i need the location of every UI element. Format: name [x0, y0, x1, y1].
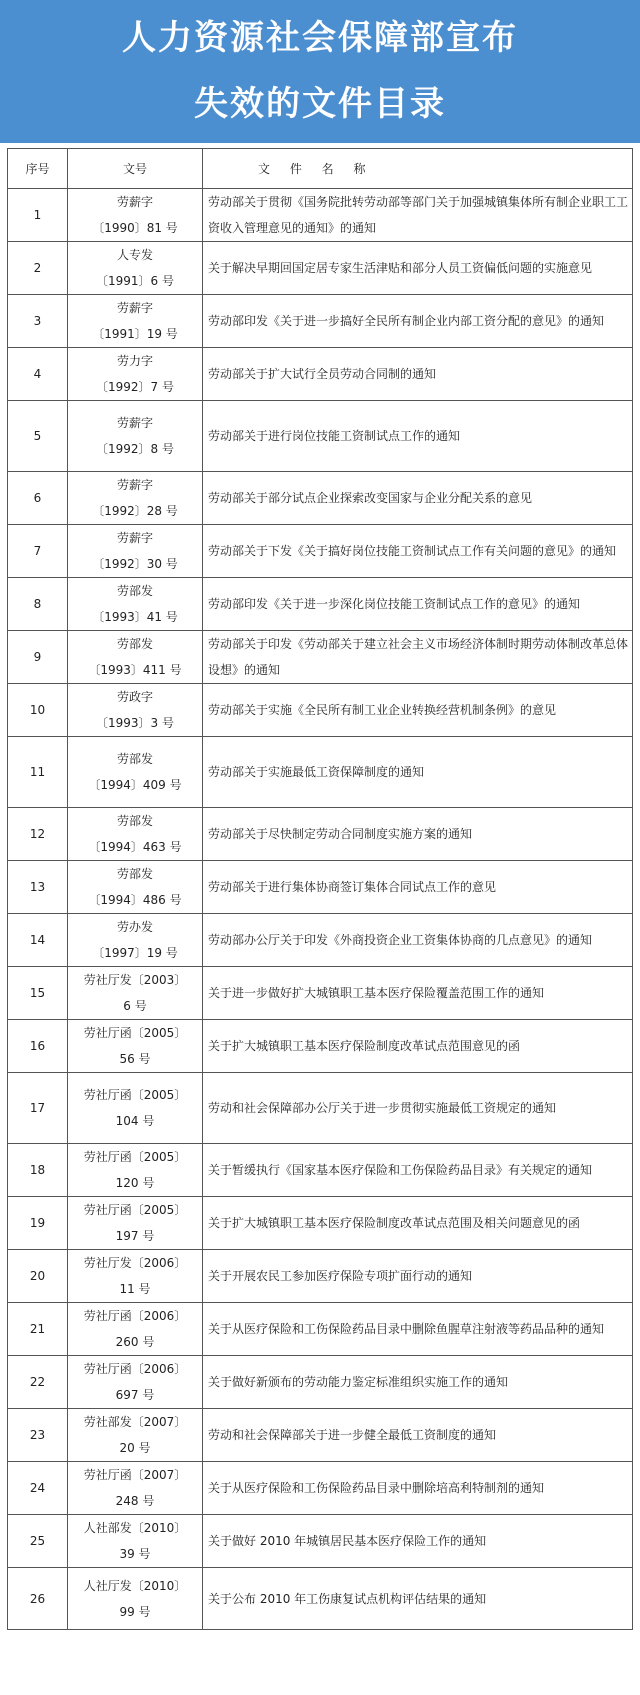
doc-number-line1: 劳薪字: [116, 478, 153, 492]
table-row: [8, 1515, 633, 1568]
document-name: 关于从医疗保险和工伤保险药品目录中删除鱼腥草注射液等药品品种的通知: [203, 1303, 633, 1356]
row-number: 26: [8, 1568, 68, 1630]
document-name: 劳动部关于部分试点企业探索改变国家与企业分配关系的意见: [203, 472, 633, 525]
doc-number-line1: 劳部发: [116, 867, 153, 881]
document-name: 劳动部印发《关于进一步深化岗位技能工资制试点工作的意见》的通知: [203, 578, 633, 631]
table-row: [8, 1568, 633, 1630]
table-row: [8, 1073, 633, 1144]
doc-number-line2: 697 号: [115, 1388, 155, 1402]
table-row: [8, 737, 633, 808]
doc-number-line1: 劳社厅发〔2003〕: [83, 973, 187, 987]
doc-number-line1: 劳薪字: [116, 531, 153, 545]
doc-number-line2: 197 号: [115, 1229, 155, 1243]
doc-number-cell: [68, 1462, 203, 1515]
document-name: 劳动部关于下发《关于搞好岗位技能工资制试点工作有关问题的意见》的通知: [203, 525, 633, 578]
doc-number-line2: 〔1992〕8 号: [96, 442, 174, 456]
doc-number-line2: 〔1991〕19 号: [92, 327, 178, 341]
doc-number-line2: 260 号: [115, 1335, 155, 1349]
table-row: [8, 631, 633, 684]
table-header-row: [8, 149, 633, 189]
document-name: 劳动部关于实施《全民所有制工业企业转换经营机制条例》的意见: [203, 684, 633, 737]
doc-number-cell: [68, 401, 203, 472]
doc-number-line2: 99 号: [119, 1604, 151, 1619]
document-name: 关于扩大城镇职工基本医疗保险制度改革试点范围及相关问题意见的函: [203, 1197, 633, 1250]
row-number: 4: [8, 348, 68, 401]
doc-number-line1: 劳部发: [116, 814, 153, 828]
doc-number-line1: 人社部发〔2010〕: [83, 1521, 187, 1535]
column-header-doc-number: 文号: [68, 149, 203, 189]
row-number: 1: [8, 189, 68, 242]
table-row: [8, 578, 633, 631]
doc-number-cell: [68, 808, 203, 861]
doc-number-line2: 11 号: [119, 1282, 151, 1296]
doc-number-cell: [68, 1409, 203, 1462]
doc-number-line2: 〔1997〕19 号: [92, 946, 178, 960]
document-name: 关于公布 2010 年工伤康复试点机构评估结果的通知: [203, 1568, 633, 1630]
row-number: 9: [8, 631, 68, 684]
row-number: 19: [8, 1197, 68, 1250]
doc-number-line1: 劳社厅函〔2005〕: [83, 1026, 187, 1040]
document-name: 关于从医疗保险和工伤保险药品目录中删除培高利特制剂的通知: [203, 1462, 633, 1515]
table-row: [8, 1250, 633, 1303]
doc-number-line1: 劳部发: [116, 584, 153, 598]
table-row: [8, 1462, 633, 1515]
doc-number-line1: 劳政字: [116, 690, 153, 704]
doc-number-line2: 104 号: [115, 1114, 155, 1128]
table-row: [8, 808, 633, 861]
doc-number-line2: 〔1994〕463 号: [88, 840, 182, 854]
document-name: 关于扩大城镇职工基本医疗保险制度改革试点范围意见的函: [203, 1020, 633, 1073]
table-row: [8, 684, 633, 737]
table-row: [8, 1409, 633, 1462]
doc-number-cell: [68, 861, 203, 914]
doc-number-cell: [68, 1568, 203, 1630]
table-row: [8, 242, 633, 295]
doc-number-line2: 56 号: [119, 1052, 151, 1066]
row-number: 6: [8, 472, 68, 525]
doc-number-line1: 劳社厅发〔2006〕: [83, 1256, 187, 1270]
doc-number-cell: [68, 295, 203, 348]
doc-number-line2: 〔1992〕28 号: [92, 504, 178, 518]
row-number: 16: [8, 1020, 68, 1073]
row-number: 8: [8, 578, 68, 631]
document-name: 劳动部关于进行岗位技能工资制试点工作的通知: [203, 401, 633, 472]
doc-number-cell: [68, 631, 203, 684]
row-number: 5: [8, 401, 68, 472]
row-number: 24: [8, 1462, 68, 1515]
row-number: 18: [8, 1144, 68, 1197]
doc-number-line1: 人专发: [116, 248, 153, 262]
doc-number-cell: [68, 1144, 203, 1197]
table-row: [8, 1197, 633, 1250]
doc-number-line2: 〔1993〕411 号: [88, 663, 182, 677]
document-name: 劳动部关于进行集体协商签订集体合同试点工作的意见: [203, 861, 633, 914]
table-row: [8, 1356, 633, 1409]
doc-number-cell: [68, 1197, 203, 1250]
doc-number-cell: [68, 189, 203, 242]
doc-number-line1: 劳力字: [116, 354, 153, 368]
doc-number-line2: 〔1994〕486 号: [88, 893, 182, 907]
column-header-number: 序号: [8, 149, 68, 189]
row-number: 2: [8, 242, 68, 295]
document-name: 劳动部关于实施最低工资保障制度的通知: [203, 737, 633, 808]
document-name: 关于做好 2010 年城镇居民基本医疗保险工作的通知: [203, 1515, 633, 1568]
row-number: 3: [8, 295, 68, 348]
doc-number-line1: 劳社厅函〔2006〕: [83, 1309, 187, 1323]
doc-number-line2: 〔1991〕6 号: [96, 274, 174, 288]
column-header-document-name: 文 件 名 称: [203, 149, 633, 189]
row-number: 15: [8, 967, 68, 1020]
table-row: [8, 525, 633, 578]
table-row: [8, 914, 633, 967]
doc-number-line2: 〔1992〕30 号: [92, 557, 178, 571]
doc-number-line1: 劳社厅函〔2006〕: [83, 1362, 187, 1376]
table-row: [8, 861, 633, 914]
doc-number-cell: [68, 1020, 203, 1073]
doc-number-line1: 劳社部发〔2007〕: [83, 1415, 187, 1429]
row-number: 12: [8, 808, 68, 861]
document-name: 关于开展农民工参加医疗保险专项扩面行动的通知: [203, 1250, 633, 1303]
document-name: 劳动部关于尽快制定劳动合同制度实施方案的通知: [203, 808, 633, 861]
doc-number-line1: 劳社厅函〔2005〕: [83, 1203, 187, 1217]
doc-number-line2: 〔1990〕81 号: [92, 221, 178, 235]
doc-number-line1: 劳薪字: [116, 416, 153, 430]
row-number: 22: [8, 1356, 68, 1409]
table-row: [8, 295, 633, 348]
table-row: [8, 189, 633, 242]
doc-number-cell: [68, 242, 203, 295]
document-name: 劳动和社会保障部办公厅关于进一步贯彻实施最低工资规定的通知: [203, 1073, 633, 1144]
row-number: 11: [8, 737, 68, 808]
doc-number-line2: 6 号: [123, 999, 147, 1013]
doc-number-line1: 劳部发: [116, 637, 153, 651]
doc-number-line1: 劳部发: [116, 752, 153, 766]
doc-number-line2: 〔1992〕7 号: [96, 380, 174, 394]
document-name: 劳动部关于印发《劳动部关于建立社会主义市场经济体制时期劳动体制改革总体设想》的通知: [203, 631, 633, 684]
row-number: 13: [8, 861, 68, 914]
doc-number-cell: [68, 737, 203, 808]
title-banner: [0, 0, 640, 143]
doc-number-line2: 〔1993〕3 号: [96, 716, 174, 730]
doc-number-cell: [68, 967, 203, 1020]
table-row: [8, 1144, 633, 1197]
table-row: [8, 1303, 633, 1356]
doc-number-cell: [68, 472, 203, 525]
row-number: 10: [8, 684, 68, 737]
doc-number-line2: 39 号: [119, 1547, 151, 1561]
doc-number-cell: [68, 1073, 203, 1144]
document-name: 劳动部关于扩大试行全员劳动合同制的通知: [203, 348, 633, 401]
doc-number-line2: 120 号: [115, 1176, 155, 1190]
document-name: 关于解决早期回国定居专家生活津贴和部分人员工资偏低问题的实施意见: [203, 242, 633, 295]
row-number: 20: [8, 1250, 68, 1303]
doc-number-line2: 〔1994〕409 号: [88, 778, 182, 792]
row-number: 14: [8, 914, 68, 967]
doc-number-cell: [68, 1356, 203, 1409]
document-name: 关于做好新颁布的劳动能力鉴定标准组织实施工作的通知: [203, 1356, 633, 1409]
document-name: 劳动部印发《关于进一步搞好全民所有制企业内部工资分配的意见》的通知: [203, 295, 633, 348]
row-number: 21: [8, 1303, 68, 1356]
document-name: 劳动部办公厅关于印发《外商投资企业工资集体协商的几点意见》的通知: [203, 914, 633, 967]
doc-number-line1: 劳社厅函〔2005〕: [83, 1150, 187, 1164]
document-name: 劳动和社会保障部关于进一步健全最低工资制度的通知: [203, 1409, 633, 1462]
document-table: [7, 148, 633, 1630]
page-title-line2: 失效的文件目录: [194, 84, 446, 124]
doc-number-cell: [68, 525, 203, 578]
doc-number-line1: 劳薪字: [116, 301, 153, 315]
doc-number-line1: 劳薪字: [116, 195, 153, 209]
doc-number-cell: [68, 348, 203, 401]
table-row: [8, 401, 633, 472]
table-row: [8, 967, 633, 1020]
doc-number-cell: [68, 578, 203, 631]
row-number: 25: [8, 1515, 68, 1568]
table-row: [8, 348, 633, 401]
doc-number-line1: 人社厅发〔2010〕: [83, 1578, 187, 1593]
row-number: 17: [8, 1073, 68, 1144]
table-row: [8, 472, 633, 525]
doc-number-cell: [68, 1250, 203, 1303]
doc-number-cell: [68, 1515, 203, 1568]
doc-number-line2: 248 号: [115, 1494, 155, 1508]
doc-number-line1: 劳社厅函〔2005〕: [83, 1088, 187, 1102]
document-name: 劳动部关于贯彻《国务院批转劳动部等部门关于加强城镇集体所有制企业职工工资收入管理意见的通知》的通知: [203, 189, 633, 242]
document-name: 关于进一步做好扩大城镇职工基本医疗保险覆盖范围工作的通知: [203, 967, 633, 1020]
doc-number-cell: [68, 684, 203, 737]
table-row: [8, 1020, 633, 1073]
page-title-line1: 人力资源社会保障部宣布: [122, 18, 518, 58]
doc-number-line1: 劳办发: [116, 920, 153, 934]
doc-number-line2: 20 号: [119, 1441, 151, 1455]
doc-number-cell: [68, 1303, 203, 1356]
doc-number-line1: 劳社厅函〔2007〕: [83, 1468, 187, 1482]
document-name: 关于暂缓执行《国家基本医疗保险和工伤保险药品目录》有关规定的通知: [203, 1144, 633, 1197]
doc-number-cell: [68, 914, 203, 967]
row-number: 7: [8, 525, 68, 578]
doc-number-line2: 〔1993〕41 号: [92, 610, 178, 624]
row-number: 23: [8, 1409, 68, 1462]
